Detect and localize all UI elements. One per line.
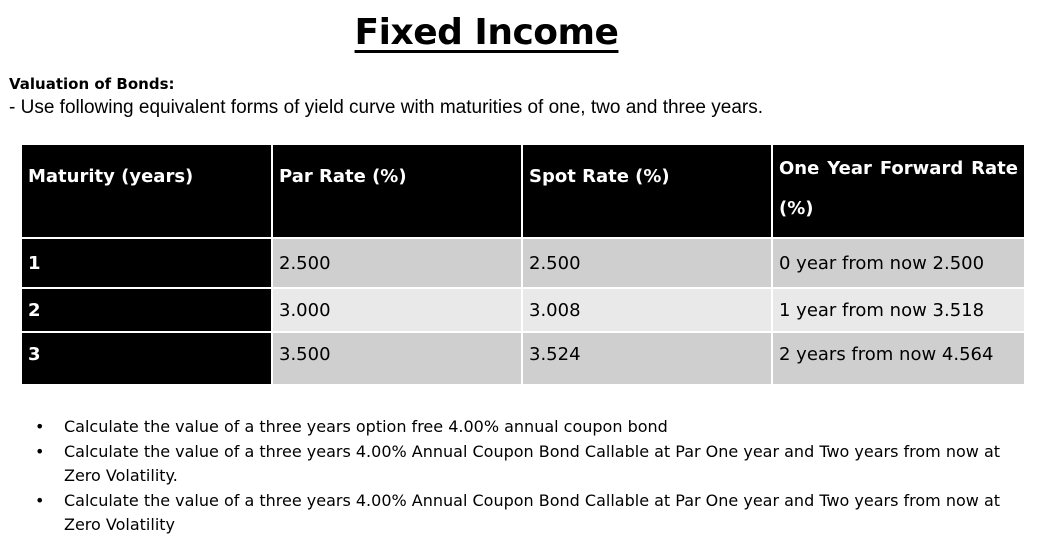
task-text: Calculate the value of a three years 4.00% Annual Coupon Bond Callable at Par One year and Two years from now at Zero Volatility xyxy=(64,491,1001,534)
task-list xyxy=(35,415,1010,538)
par-rate-cell: 3.500 xyxy=(272,332,522,384)
yield-curve-table xyxy=(22,145,1024,384)
spot-rate-cell: 3.524 xyxy=(522,332,772,384)
task-text: Calculate the value of a three years option free 4.00% annual coupon bond xyxy=(64,417,668,436)
list-item xyxy=(35,440,1010,488)
bullet-icon: • xyxy=(35,417,45,436)
section-heading: Valuation of Bonds: xyxy=(9,75,175,93)
table-row xyxy=(22,332,1024,384)
forward-rate-cell: 2 years from now 4.564 xyxy=(772,332,1024,384)
header-forward-rate: One Year Forward Rate (%) xyxy=(772,145,1024,238)
forward-rate-cell: 0 year from now 2.500 xyxy=(772,238,1024,288)
header-maturity: Maturity (years) xyxy=(22,145,272,238)
spot-rate-cell: 3.008 xyxy=(522,288,772,332)
intro-text: - Use following equivalent forms of yield curve with maturities of one, two and three years. xyxy=(9,97,764,118)
task-text: Calculate the value of a three years 4.00% Annual Coupon Bond Callable at Par One year and Two years from now at Zero Volatility. xyxy=(64,442,1001,485)
page-title: Fixed Income xyxy=(354,12,619,53)
table-row xyxy=(22,288,1024,332)
par-rate-cell: 3.000 xyxy=(272,288,522,332)
forward-rate-cell: 1 year from now 3.518 xyxy=(772,288,1024,332)
header-par-rate: Par Rate (%) xyxy=(272,145,522,238)
maturity-cell: 3 xyxy=(22,332,272,384)
list-item xyxy=(35,415,1010,439)
table-header-row xyxy=(22,145,1024,238)
spot-rate-cell: 2.500 xyxy=(522,238,772,288)
bullet-icon: • xyxy=(35,442,45,461)
maturity-cell: 1 xyxy=(22,238,272,288)
bullet-icon: • xyxy=(35,491,45,510)
table-row xyxy=(22,238,1024,288)
par-rate-cell: 2.500 xyxy=(272,238,522,288)
list-item xyxy=(35,489,1010,537)
maturity-cell: 2 xyxy=(22,288,272,332)
header-spot-rate: Spot Rate (%) xyxy=(522,145,772,238)
